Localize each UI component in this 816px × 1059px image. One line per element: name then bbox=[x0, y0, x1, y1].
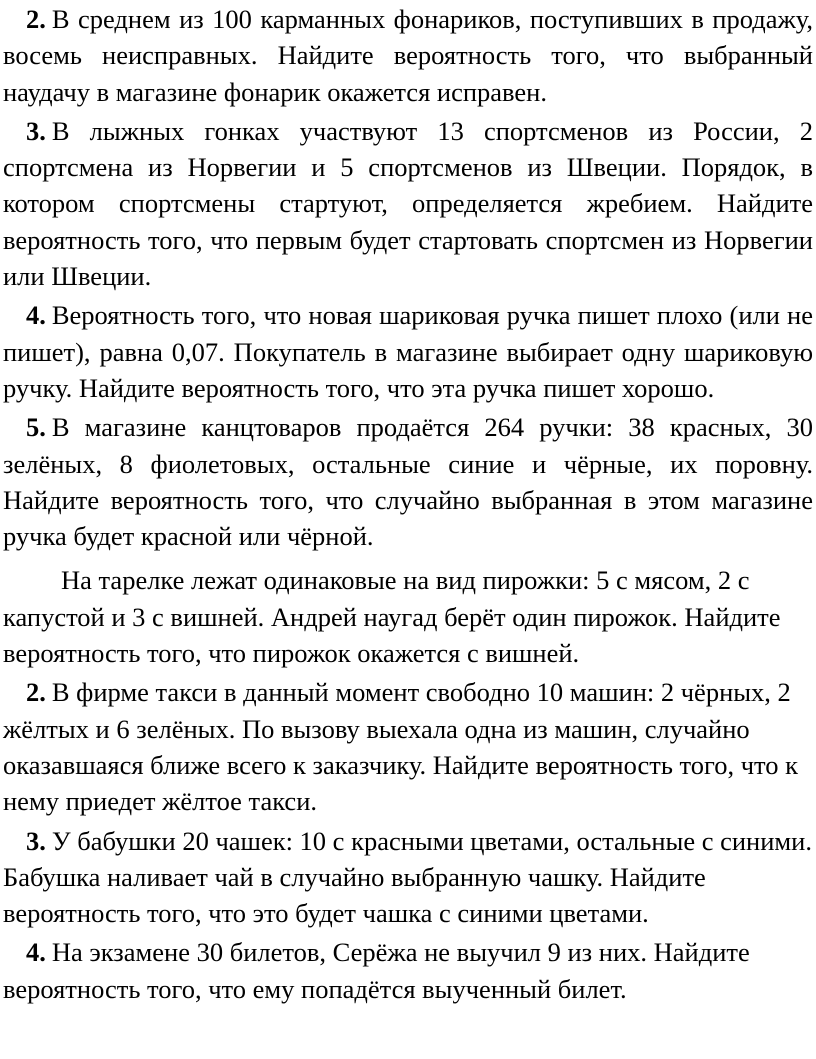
problem-text: Вероятность того, что новая шариковая ручка пишет плохо (или не пишет), равна 0,07. Покупатель в магазине выбирает одну шариковую ручку. Найдите вероятность того, что эта ручка пишет хорошо. bbox=[3, 300, 813, 403]
problem-number: 4. bbox=[26, 300, 46, 331]
problem-text: На тарелке лежат одинаковые на вид пирожки: 5 с мясом, 2 с капустой и 3 с вишней. Андрей наугад берёт один пирожок. Найдите вероятность того, что пирожок окажется с вишней. bbox=[3, 565, 781, 669]
problem-stationery-pens bbox=[3, 409, 813, 554]
problem-taxi bbox=[3, 674, 813, 819]
problem-text: В фирме такси в данный момент свободно 10 машин: 2 чёрных, 2 жёлтых и 6 зелёных. По вызову выехала одна из машин, случайно оказавшаяся ближе всего к заказчику. Найдите вероятность того, что к нему приедет жёлтое такси. bbox=[3, 677, 799, 817]
problem-number: 3. bbox=[26, 825, 46, 856]
problem-number: 4. bbox=[26, 937, 46, 968]
problem-text: В лыжных гонках участвуют 13 спортсменов из России, 2 спортсмена из Норвегии и 5 спортсменов из Швеции. Порядок, в котором спортсмены стартуют, определяется жребием. Найдите вероятность того, что первым будет стартовать спортсмен из Норвегии или Швеции. bbox=[3, 115, 813, 292]
document-page bbox=[3, 1, 813, 1007]
problem-exam-tickets bbox=[3, 934, 813, 1007]
problem-number: 2. bbox=[26, 677, 46, 708]
problem-text: У бабушки 20 чашек: 10 с красными цветами, остальные с синими. Бабушка наливает чай в случайно выбранную чашку. Найдите вероятность того, что это будет чашка с синими цветами. bbox=[3, 825, 812, 929]
problem-text: В среднем из 100 карманных фонариков, поступивших в продажу, восемь неисправных. Найдите вероятность того, что выбранный наудачу в магазине фонарик окажется исправен. bbox=[3, 4, 813, 107]
problem-number: 3. bbox=[26, 115, 46, 146]
problem-flashlights bbox=[3, 1, 813, 110]
problem-ballpoint-pen bbox=[3, 297, 813, 406]
problem-cups bbox=[3, 823, 813, 932]
problem-pies bbox=[3, 562, 813, 671]
problem-text: На экзамене 30 билетов, Серёжа не выучил 9 из них. Найдите вероятность того, что ему попадётся выученный билет. bbox=[3, 937, 750, 1004]
problem-text: В магазине канцтоваров продаётся 264 ручки: 38 красных, 30 зелёных, 8 фиолетовых, остальные синие и чёрные, их поровну. Найдите вероятность того, что случайно выбранная в этом магазине ручка будет красной или чёрной. bbox=[3, 412, 813, 552]
problem-number: 2. bbox=[26, 4, 46, 34]
problem-number: 5. bbox=[26, 412, 46, 443]
problem-ski-race bbox=[3, 113, 813, 294]
